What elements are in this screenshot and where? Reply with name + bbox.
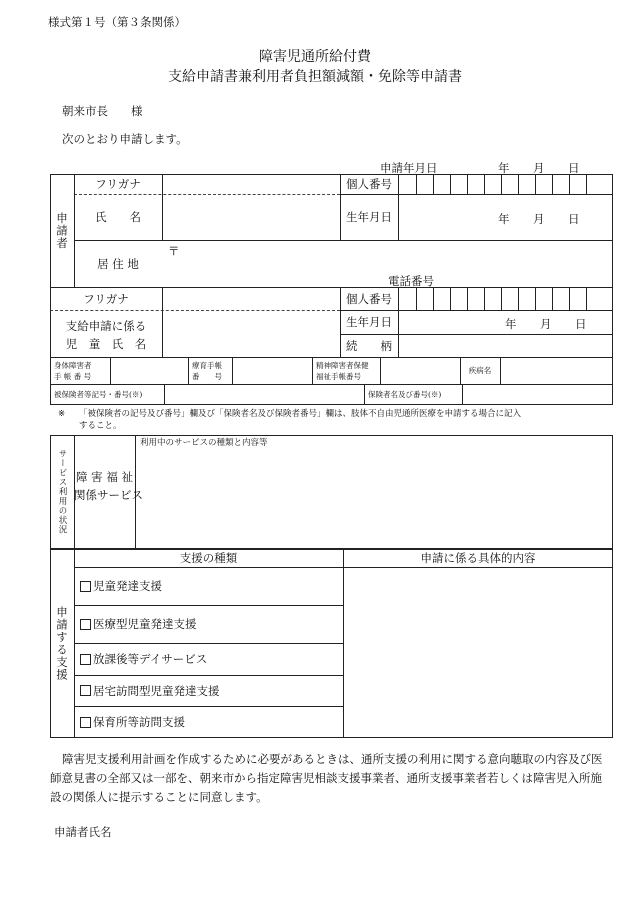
child-birth-year: 年 <box>505 317 517 331</box>
mental-cert-label-l1: 精神障害者保健 <box>316 361 369 370</box>
application-date-day: 日 <box>568 161 580 175</box>
support-item-child-development[interactable] <box>80 567 340 605</box>
support-item-label: 放課後等デイサービス <box>93 652 208 666</box>
note-line2: すること。 <box>79 421 122 431</box>
mental-cert-label-l2: 福祉手帳番号 <box>316 372 361 381</box>
title-line2: 支給申請書兼利用者負担額減額・免除等申請書 <box>168 69 462 85</box>
consent-line1: 障害児支援利用計画を作成するために必要があるときは、通所支援の利用に関する意向聴取の内容及び医 <box>62 752 603 766</box>
checkbox[interactable] <box>80 581 91 592</box>
support-item-nursery-visit-support[interactable] <box>80 706 340 738</box>
application-date-year: 年 <box>498 161 510 175</box>
form-number: 様式第１号（第３条関係） <box>48 15 186 29</box>
note-line1: 「被保険者の記号及び番号」欄及び「保険者名及び保険者番号」欄は、肢体不自由児通所医療を申請する場合に記入 <box>79 409 522 419</box>
disease-label: 疾病名 <box>468 365 492 375</box>
support-item-home-visit-child-development[interactable] <box>80 675 340 706</box>
checkbox[interactable] <box>80 619 91 630</box>
consent-line3: 設の関係人に提示することに同意します。 <box>50 790 268 804</box>
support-section-label: 申請する支援 <box>55 606 69 681</box>
insurer-label: 保険者名及び番号(※) <box>368 389 442 399</box>
support-content-header: 申請に係る具体的内容 <box>420 551 536 565</box>
applicant-name-label: 氏 名 <box>95 210 141 224</box>
applicant-furigana-label: フリガナ <box>95 177 141 191</box>
applicant-birth-year: 年 <box>498 212 510 226</box>
intro-text: 次のとおり申請します。 <box>62 132 188 146</box>
addressee: 朝来市長 様 <box>62 104 143 118</box>
checkbox[interactable] <box>80 717 91 728</box>
service-content-label: 利用中のサービスの種類と内容等 <box>140 438 268 448</box>
child-birthdate-label: 生年月日 <box>346 315 392 329</box>
applicant-birth-month: 月 <box>533 212 545 226</box>
child-name-label-line1: 支給申請に係る <box>65 319 147 333</box>
applicant-birthdate-label: 生年月日 <box>346 210 392 224</box>
support-type-header: 支援の種類 <box>179 551 238 565</box>
signature-label: 申請者氏名 <box>54 825 112 839</box>
applicant-section-label: 申請者 <box>55 211 69 250</box>
insured-symbol-label: 被保険者等記号・番号(※) <box>54 389 143 399</box>
applicant-address-label: 居 住 地 <box>97 256 139 271</box>
support-item-label: 医療型児童発達支援 <box>93 617 197 631</box>
postal-mark: 〒 <box>168 244 180 258</box>
support-item-label: 保育所等訪問支援 <box>93 715 185 729</box>
child-personal-number-label: 個人番号 <box>346 291 392 306</box>
title-line1: 障害児通所給付費 <box>259 49 371 65</box>
ryoiku-cert-label-l2: 番 号 <box>192 372 222 381</box>
support-item-label: 児童発達支援 <box>93 579 162 593</box>
child-birth-day: 日 <box>575 317 587 331</box>
checkbox[interactable] <box>80 685 91 696</box>
child-relation-label: 続 柄 <box>346 338 392 353</box>
service-status-section-label: サービス利用の状況 <box>57 449 67 535</box>
child-birth-month: 月 <box>540 317 552 331</box>
consent-line2: 師意見書の全部又は一部を、朝来市から指定障害児相談支援事業者、通所支援事業者若しくは障害児入所施 <box>50 771 602 785</box>
application-date-label: 申請年月日 <box>380 161 438 175</box>
ryoiku-cert-label-l1: 療育手帳 <box>192 361 222 370</box>
application-date-month: 月 <box>533 161 545 175</box>
service-label-line2: 関係サービス <box>74 488 143 502</box>
applicant-birth-day: 日 <box>568 212 580 226</box>
note-mark: ※ <box>58 409 66 419</box>
support-item-label: 居宅訪問型児童発達支援 <box>93 683 220 698</box>
support-item-after-school-day-service[interactable] <box>80 643 340 675</box>
physical-cert-label-l2: 手 帳 番 号 <box>54 372 92 381</box>
applicant-personal-number-label: 個人番号 <box>346 177 392 191</box>
physical-cert-label-l1: 身体障害者 <box>54 361 92 370</box>
child-name-label-line2: 児 童 氏 名 <box>65 337 147 351</box>
phone-label: 電話番号 <box>388 274 434 288</box>
service-label-line1: 障 害 福 祉 <box>76 470 133 484</box>
support-item-medical-child-development[interactable] <box>80 605 340 643</box>
checkbox[interactable] <box>80 654 91 665</box>
child-furigana-label: フリガナ <box>83 291 129 306</box>
